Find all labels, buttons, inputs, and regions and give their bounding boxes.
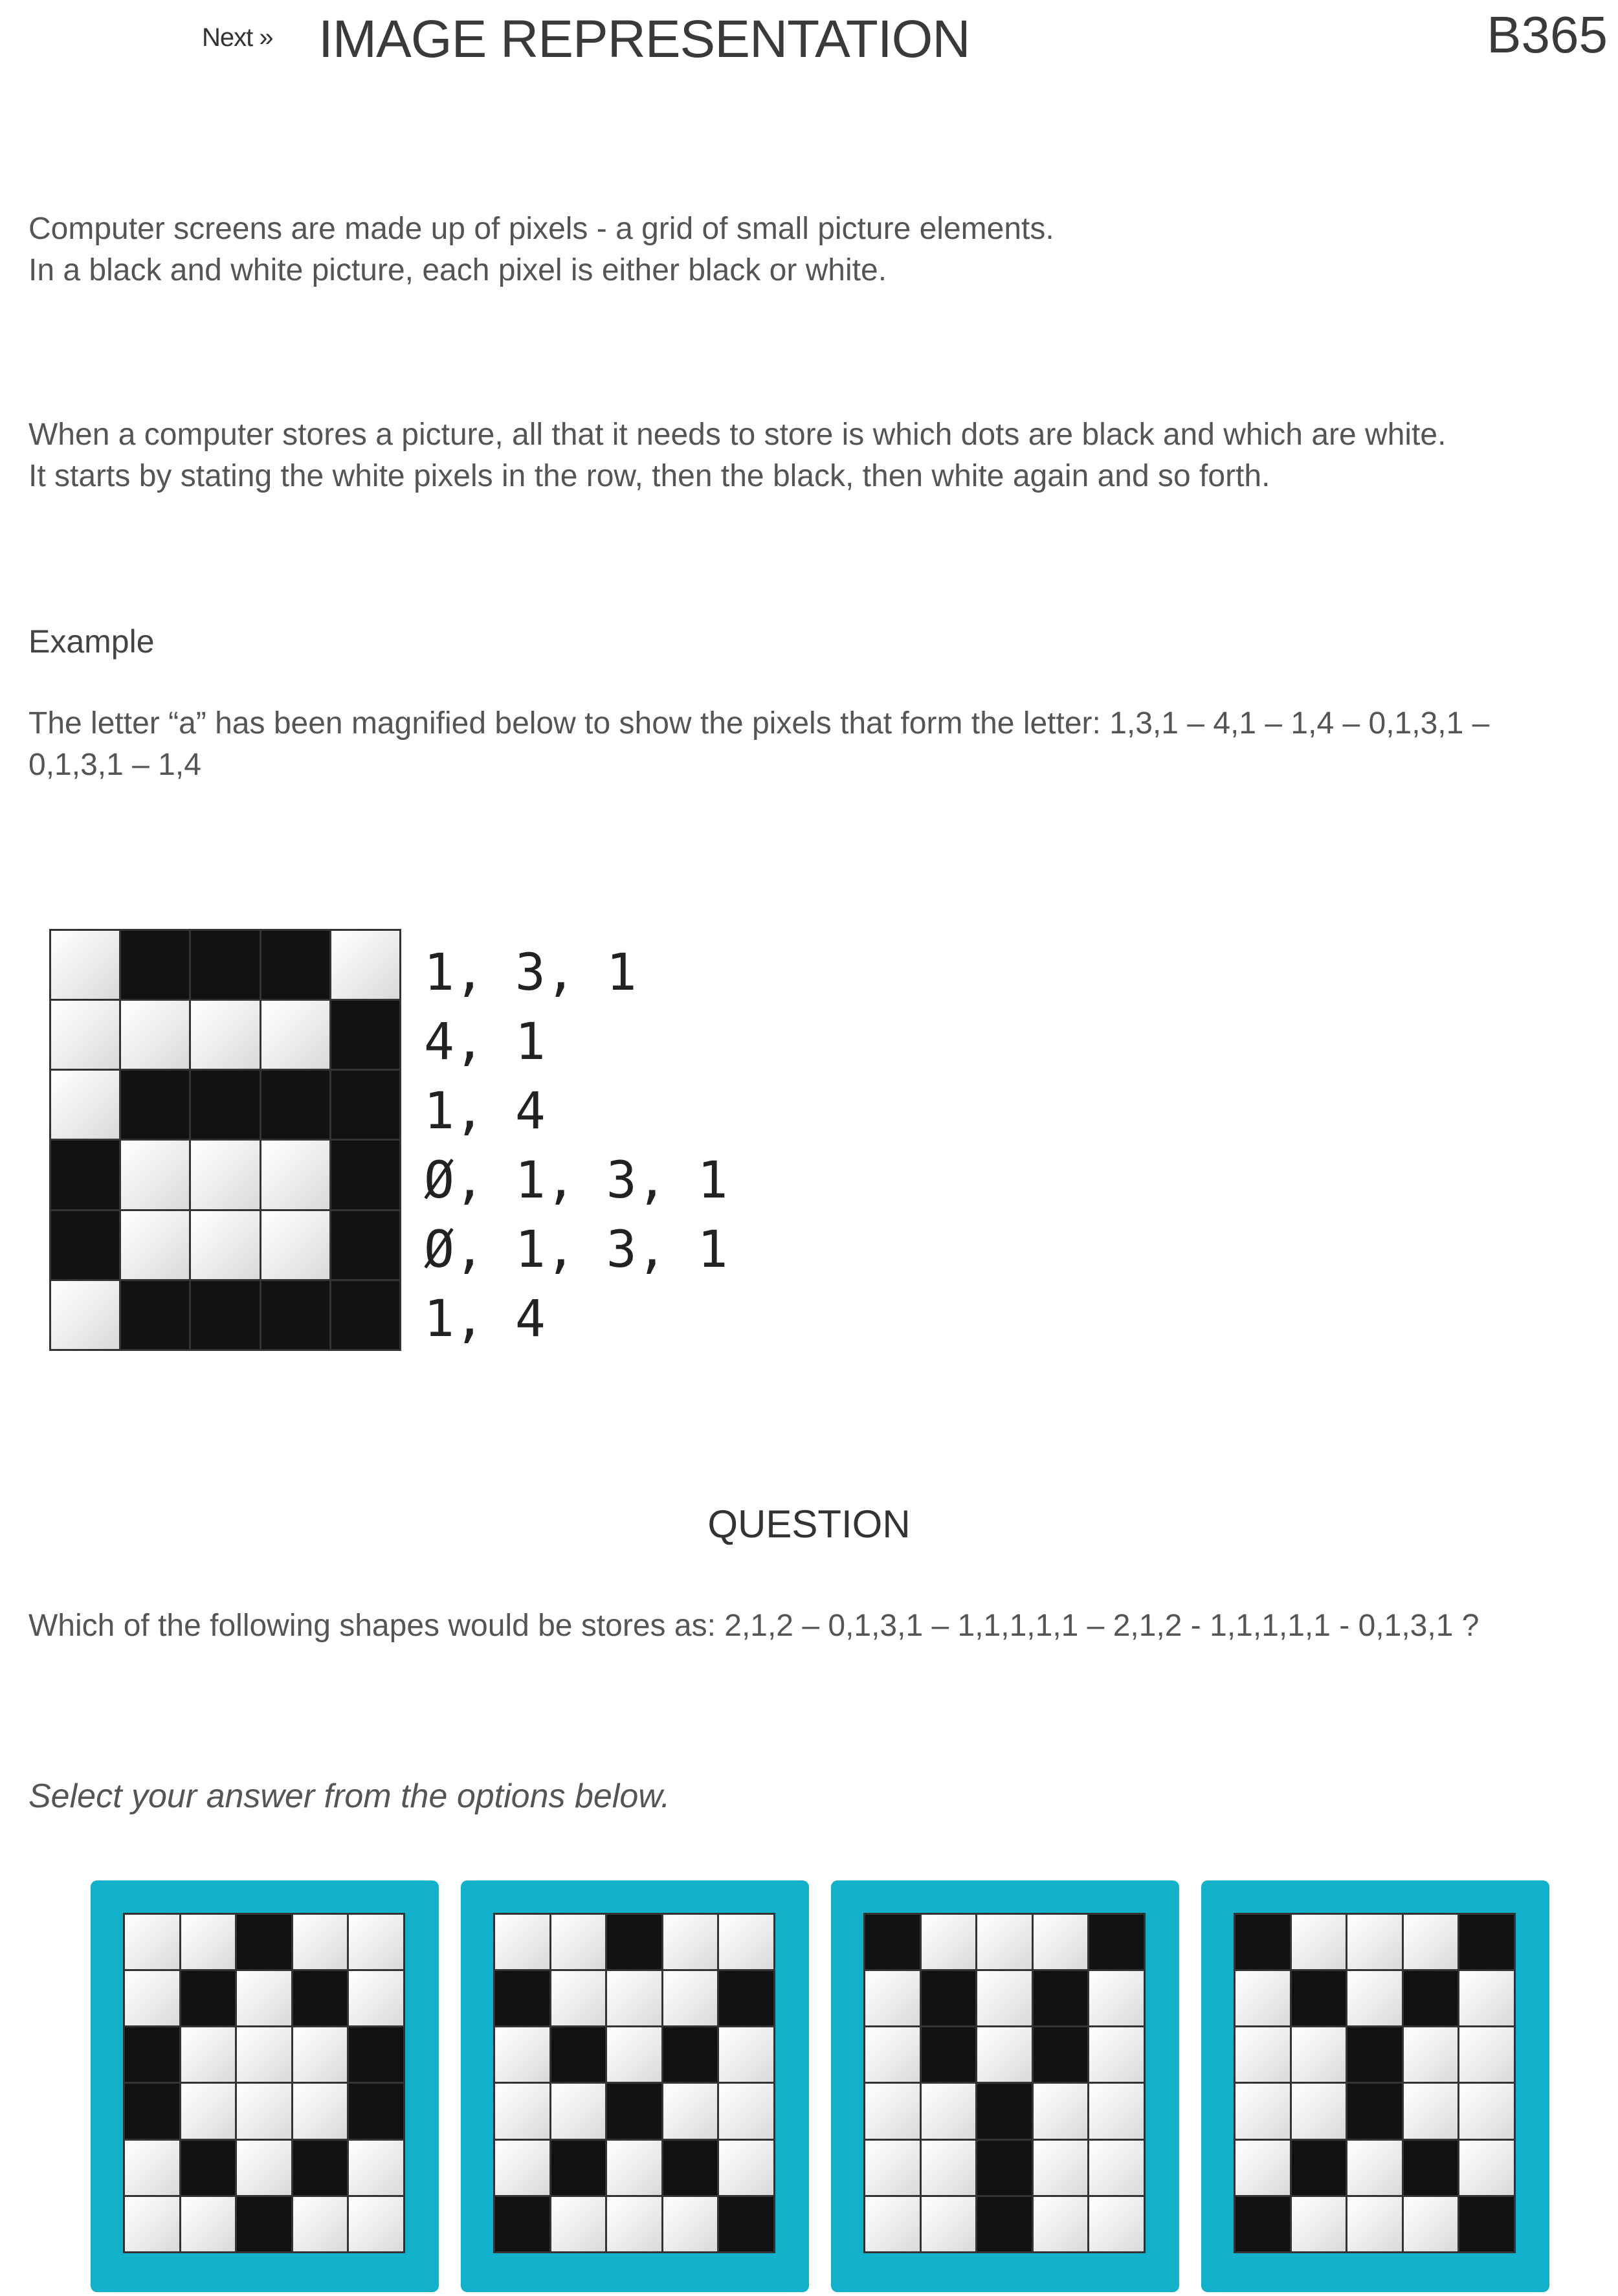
black-pixel [607,1915,661,1969]
row-code: 4, 1 [424,1013,546,1071]
black-pixel [1347,2027,1402,2082]
white-pixel [237,2027,291,2082]
white-pixel [121,1001,189,1069]
row-code: 1, 4 [424,1082,546,1141]
white-pixel [293,2027,348,2082]
white-pixel [1292,2197,1346,2251]
black-pixel [237,2197,291,2251]
white-pixel [1292,2027,1346,2082]
white-pixel [261,1001,329,1069]
white-pixel [551,2084,606,2138]
black-pixel [261,931,329,999]
page-title: IMAGE REPRESENTATION [318,10,970,69]
white-pixel [1404,2027,1458,2082]
example-heading: Example [28,623,155,660]
black-pixel [293,1971,348,2025]
black-pixel [495,1971,549,2025]
white-pixel [293,2084,348,2138]
option-pixel-grid [863,1913,1146,2253]
white-pixel [293,1915,348,1969]
white-pixel [1089,2141,1144,2195]
white-pixel [1459,2084,1514,2138]
white-pixel [1459,2027,1514,2082]
question-line: Which of the following shapes would be stores as: 2,1,2 – 0,1,3,1 – 1,1,1,1,1 – 2,1,2 - 1,1,1,1,1 - 0,1,3,1 ? [28,1609,1479,1643]
white-pixel [1089,2027,1144,2082]
white-pixel [51,931,119,999]
black-pixel [922,1971,976,2025]
black-pixel [1292,1971,1346,2025]
white-pixel [181,2084,236,2138]
white-pixel [1347,1971,1402,2025]
example-pixel-grid [49,929,401,1351]
white-pixel [607,2141,661,2195]
white-pixel [922,2197,976,2251]
next-link[interactable]: Next » [202,23,273,52]
white-pixel [191,1141,259,1209]
white-pixel [181,1915,236,1969]
answer-option-3[interactable] [831,1880,1179,2292]
white-pixel [719,1915,773,1969]
white-pixel [191,1211,259,1279]
white-pixel [261,1211,329,1279]
white-pixel [1404,2084,1458,2138]
black-pixel [181,1971,236,2025]
black-pixel [1404,2141,1458,2195]
black-pixel [331,1211,399,1279]
black-pixel [1292,2141,1346,2195]
black-pixel [1236,1915,1290,1969]
white-pixel [922,2084,976,2138]
white-pixel [349,1971,403,2025]
white-pixel [349,1915,403,1969]
white-pixel [51,1001,119,1069]
black-pixel [125,2027,179,2082]
black-pixel [331,1141,399,1209]
white-pixel [1404,2197,1458,2251]
white-pixel [1034,2084,1088,2138]
black-pixel [331,1071,399,1139]
page-code: B365 [1487,6,1608,63]
white-pixel [1347,2141,1402,2195]
white-pixel [349,2141,403,2195]
black-pixel [865,1915,920,1969]
white-pixel [663,1915,718,1969]
white-pixel [1459,1971,1514,2025]
white-pixel [495,2027,549,2082]
white-pixel [977,1971,1032,2025]
example-row-codes [424,939,728,1354]
black-pixel [663,2141,718,2195]
example-line: 0,1,3,1 – 1,4 [28,748,201,782]
black-pixel [1089,1915,1144,1969]
intro-line: Computer screens are made up of pixels - a grid of small picture elements. [28,212,1054,246]
black-pixel [51,1211,119,1279]
white-pixel [607,2197,661,2251]
storage-line: It starts by stating the white pixels in the row, then the black, then white again and so forth. [28,459,1270,493]
white-pixel [1089,1971,1144,2025]
example-line: The letter “a” has been magnified below to show the pixels that form the letter: 1,3,1 – 4,1 – 1,4 – 0,1,3,1 – [28,706,1490,741]
black-pixel [551,2027,606,2082]
white-pixel [922,1915,976,1969]
white-pixel [495,1915,549,1969]
white-pixel [719,2141,773,2195]
black-pixel [293,2141,348,2195]
white-pixel [237,1971,291,2025]
black-pixel [121,931,189,999]
black-pixel [977,2197,1032,2251]
black-pixel [1034,2027,1088,2082]
white-pixel [121,1211,189,1279]
white-pixel [719,2084,773,2138]
black-pixel [1236,2197,1290,2251]
black-pixel [1347,2084,1402,2138]
white-pixel [977,2027,1032,2082]
black-pixel [349,2084,403,2138]
black-pixel [237,1915,291,1969]
black-pixel [121,1281,189,1349]
storage-paragraph [28,414,1446,497]
white-pixel [1459,2141,1514,2195]
white-pixel [125,2141,179,2195]
example-paragraph [28,703,1489,786]
white-pixel [551,2197,606,2251]
white-pixel [1236,1971,1290,2025]
white-pixel [663,2084,718,2138]
black-pixel [261,1071,329,1139]
black-pixel [191,1071,259,1139]
black-pixel [191,1281,259,1349]
black-pixel [1459,2197,1514,2251]
white-pixel [607,1971,661,2025]
black-pixel [125,2084,179,2138]
white-pixel [125,1915,179,1969]
black-pixel [922,2027,976,2082]
white-pixel [865,1971,920,2025]
white-pixel [1292,1915,1346,1969]
white-pixel [977,1915,1032,1969]
row-code: 1, 3, 1 [424,944,637,1002]
white-pixel [1292,2084,1346,2138]
black-pixel [349,2027,403,2082]
white-pixel [1034,1915,1088,1969]
white-pixel [663,2197,718,2251]
white-pixel [922,2141,976,2195]
white-pixel [237,2084,291,2138]
black-pixel [1404,1971,1458,2025]
white-pixel [495,2084,549,2138]
white-pixel [1347,1915,1402,1969]
black-pixel [121,1071,189,1139]
row-code: Ø, 1, 3, 1 [424,1221,728,1279]
white-pixel [51,1071,119,1139]
white-pixel [125,1971,179,2025]
white-pixel [1347,2197,1402,2251]
white-pixel [1236,2084,1290,2138]
white-pixel [607,2027,661,2082]
white-pixel [191,1001,259,1069]
white-pixel [719,2027,773,2082]
white-pixel [1034,2141,1088,2195]
white-pixel [293,2197,348,2251]
white-pixel [1404,1915,1458,1969]
intro-line: In a black and white picture, each pixel is either black or white. [28,253,887,287]
white-pixel [1236,2027,1290,2082]
black-pixel [331,1001,399,1069]
white-pixel [1034,2197,1088,2251]
white-pixel [495,2141,549,2195]
row-code: 1, 4 [424,1290,546,1348]
black-pixel [607,2084,661,2138]
option-pixel-grid [493,1913,775,2253]
black-pixel [1034,1971,1088,2025]
white-pixel [551,1915,606,1969]
storage-line: When a computer stores a picture, all that it needs to store is which dots are black and which are white. [28,418,1446,452]
white-pixel [125,2197,179,2251]
question-text [28,1605,1479,1647]
option-pixel-grid [1234,1913,1516,2253]
white-pixel [1089,2084,1144,2138]
white-pixel [261,1141,329,1209]
white-pixel [865,2197,920,2251]
answer-option-4[interactable] [1201,1880,1549,2292]
white-pixel [181,2197,236,2251]
black-pixel [977,2141,1032,2195]
black-pixel [181,2141,236,2195]
white-pixel [865,2141,920,2195]
option-pixel-grid [123,1913,405,2253]
white-pixel [181,2027,236,2082]
white-pixel [1236,2141,1290,2195]
white-pixel [1089,2197,1144,2251]
answer-instruction: Select your answer from the options below. [28,1778,670,1815]
black-pixel [261,1281,329,1349]
black-pixel [977,2084,1032,2138]
intro-paragraph [28,208,1054,291]
white-pixel [51,1281,119,1349]
answer-option-1[interactable] [91,1880,439,2292]
white-pixel [349,2197,403,2251]
white-pixel [331,931,399,999]
black-pixel [51,1141,119,1209]
white-pixel [663,1971,718,2025]
white-pixel [865,2027,920,2082]
answer-option-2[interactable] [461,1880,809,2292]
white-pixel [237,2141,291,2195]
black-pixel [1459,1915,1514,1969]
black-pixel [719,1971,773,2025]
black-pixel [551,2141,606,2195]
black-pixel [663,2027,718,2082]
black-pixel [331,1281,399,1349]
question-heading: QUESTION [707,1502,911,1546]
white-pixel [865,2084,920,2138]
black-pixel [495,2197,549,2251]
white-pixel [121,1141,189,1209]
row-code: Ø, 1, 3, 1 [424,1152,728,1210]
black-pixel [191,931,259,999]
black-pixel [719,2197,773,2251]
white-pixel [551,1971,606,2025]
